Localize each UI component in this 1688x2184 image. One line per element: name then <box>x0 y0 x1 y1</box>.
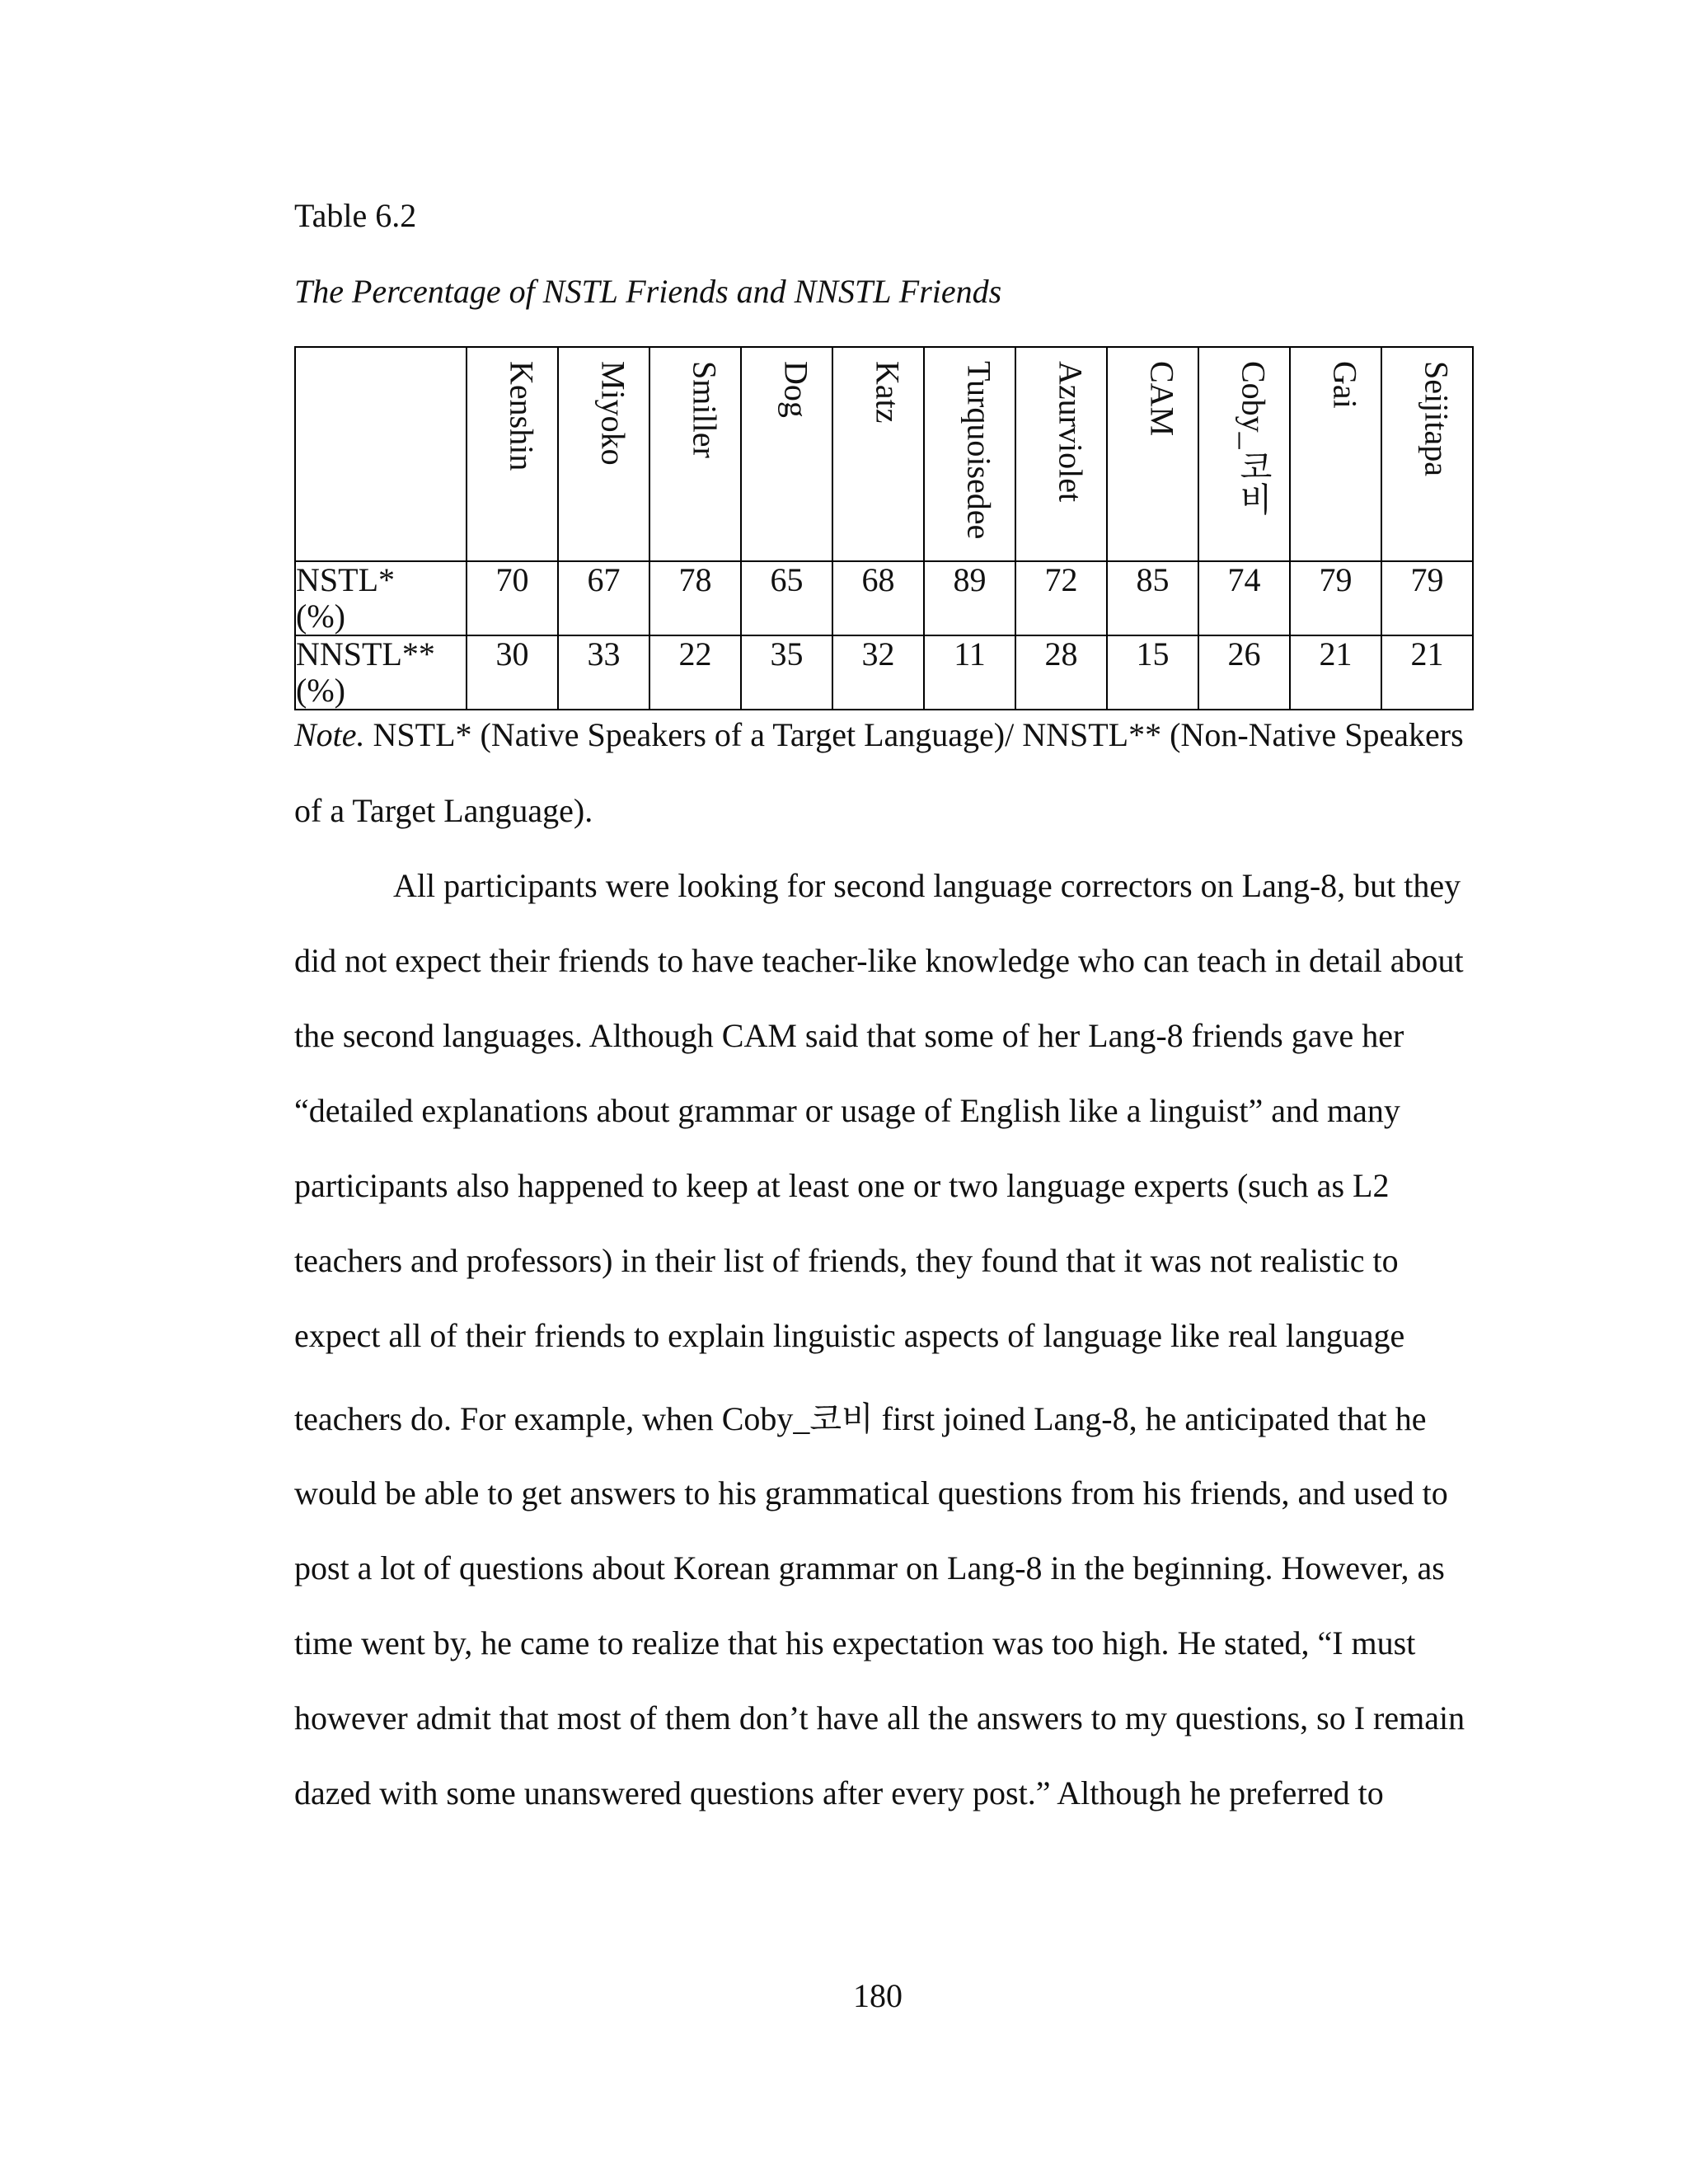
column-header-azurviolet: Azurviolet <box>1015 347 1107 561</box>
body-line-6: teachers and professors) in their list of friends, they found that it was not realistic to <box>294 1242 1399 1279</box>
body-line-4: “detailed explanations about grammar or usage of English like a linguist” and many <box>294 1092 1400 1129</box>
table-cell: 28 <box>1015 635 1107 710</box>
table-cell: 26 <box>1198 635 1290 710</box>
body-line-10: post a lot of questions about Korean grammar on Lang-8 in the beginning. However, as <box>294 1549 1445 1586</box>
body-line-5: participants also happened to keep at least one or two language experts (such as L2 <box>294 1167 1390 1204</box>
table-label: Table 6.2 <box>294 197 417 234</box>
body-line-2: did not expect their friends to have teacher-like knowledge who can teach in detail about <box>294 942 1464 979</box>
body-line-9: would be able to get answers to his grammatical questions from his friends, and used to <box>294 1474 1448 1511</box>
column-header-miyoko: Miyoko <box>558 347 649 561</box>
table-title: The Percentage of NSTL Friends and NNSTL Friends <box>294 273 1002 310</box>
table-row-nnstl <box>295 635 1473 710</box>
table-cell: 74 <box>1198 561 1290 635</box>
table-cell: 72 <box>1015 561 1107 635</box>
table-cell: 68 <box>832 561 924 635</box>
table-note <box>294 715 1464 754</box>
table-cell: 30 <box>467 635 558 710</box>
column-header-turquoisedee: Turquoisedee <box>924 347 1015 561</box>
table-cell: 70 <box>467 561 558 635</box>
table-header-row <box>295 347 1473 561</box>
body-line-7: expect all of their friends to explain linguistic aspects of language like real language <box>294 1317 1405 1354</box>
page-number: 180 <box>853 1977 903 2014</box>
column-header-coby: Coby_코비 <box>1198 347 1290 561</box>
body-line-11: time went by, he came to realize that his expectation was too high. He stated, “I must <box>294 1624 1416 1661</box>
column-header-katz: Katz <box>832 347 924 561</box>
column-header-smiller: Smiller <box>649 347 741 561</box>
column-header-gai: Gai <box>1290 347 1381 561</box>
table-cell: 65 <box>741 561 832 635</box>
table-cell: 21 <box>1290 635 1381 710</box>
table-corner-cell <box>295 347 467 561</box>
table-row-nstl <box>295 561 1473 635</box>
table-cell: 22 <box>649 635 741 710</box>
table-cell: 35 <box>741 635 832 710</box>
table-cell: 79 <box>1290 561 1381 635</box>
table-note-line2: of a Target Language). <box>294 792 593 829</box>
table-cell: 33 <box>558 635 649 710</box>
column-header-seijitapa: Seijitapa <box>1381 347 1473 561</box>
table-cell: 85 <box>1107 561 1198 635</box>
table-cell: 79 <box>1381 561 1473 635</box>
table-cell: 89 <box>924 561 1015 635</box>
body-line-13: dazed with some unanswered questions after every post.” Although he preferred to <box>294 1774 1384 1811</box>
table-cell: 21 <box>1381 635 1473 710</box>
row-header-nstl: NSTL* (%) <box>295 561 467 635</box>
table-cell: 15 <box>1107 635 1198 710</box>
column-header-dog: Dog <box>741 347 832 561</box>
body-line-3: the second languages. Although CAM said that some of her Lang-8 friends gave her <box>294 1017 1404 1054</box>
table-cell: 67 <box>558 561 649 635</box>
column-header-kenshin: Kenshin <box>467 347 558 561</box>
body-line-1: All participants were looking for second language correctors on Lang-8, but they <box>393 867 1461 904</box>
body-line-12: however admit that most of them don’t have all the answers to my questions, so I remain <box>294 1699 1465 1736</box>
table-cell: 32 <box>832 635 924 710</box>
data-table <box>294 346 1474 710</box>
body-line-8: teachers do. For example, when Coby_코비 first joined Lang-8, he anticipated that he <box>294 1400 1427 1437</box>
column-header-cam: CAM <box>1107 347 1198 561</box>
table-cell: 78 <box>649 561 741 635</box>
table-note-label: Note. <box>294 716 365 753</box>
table-cell: 11 <box>924 635 1015 710</box>
row-header-nnstl: NNSTL** (%) <box>295 635 467 710</box>
table-note-line1: NSTL* (Native Speakers of a Target Language)/ NNSTL** (Non-Native Speakers <box>364 716 1464 753</box>
